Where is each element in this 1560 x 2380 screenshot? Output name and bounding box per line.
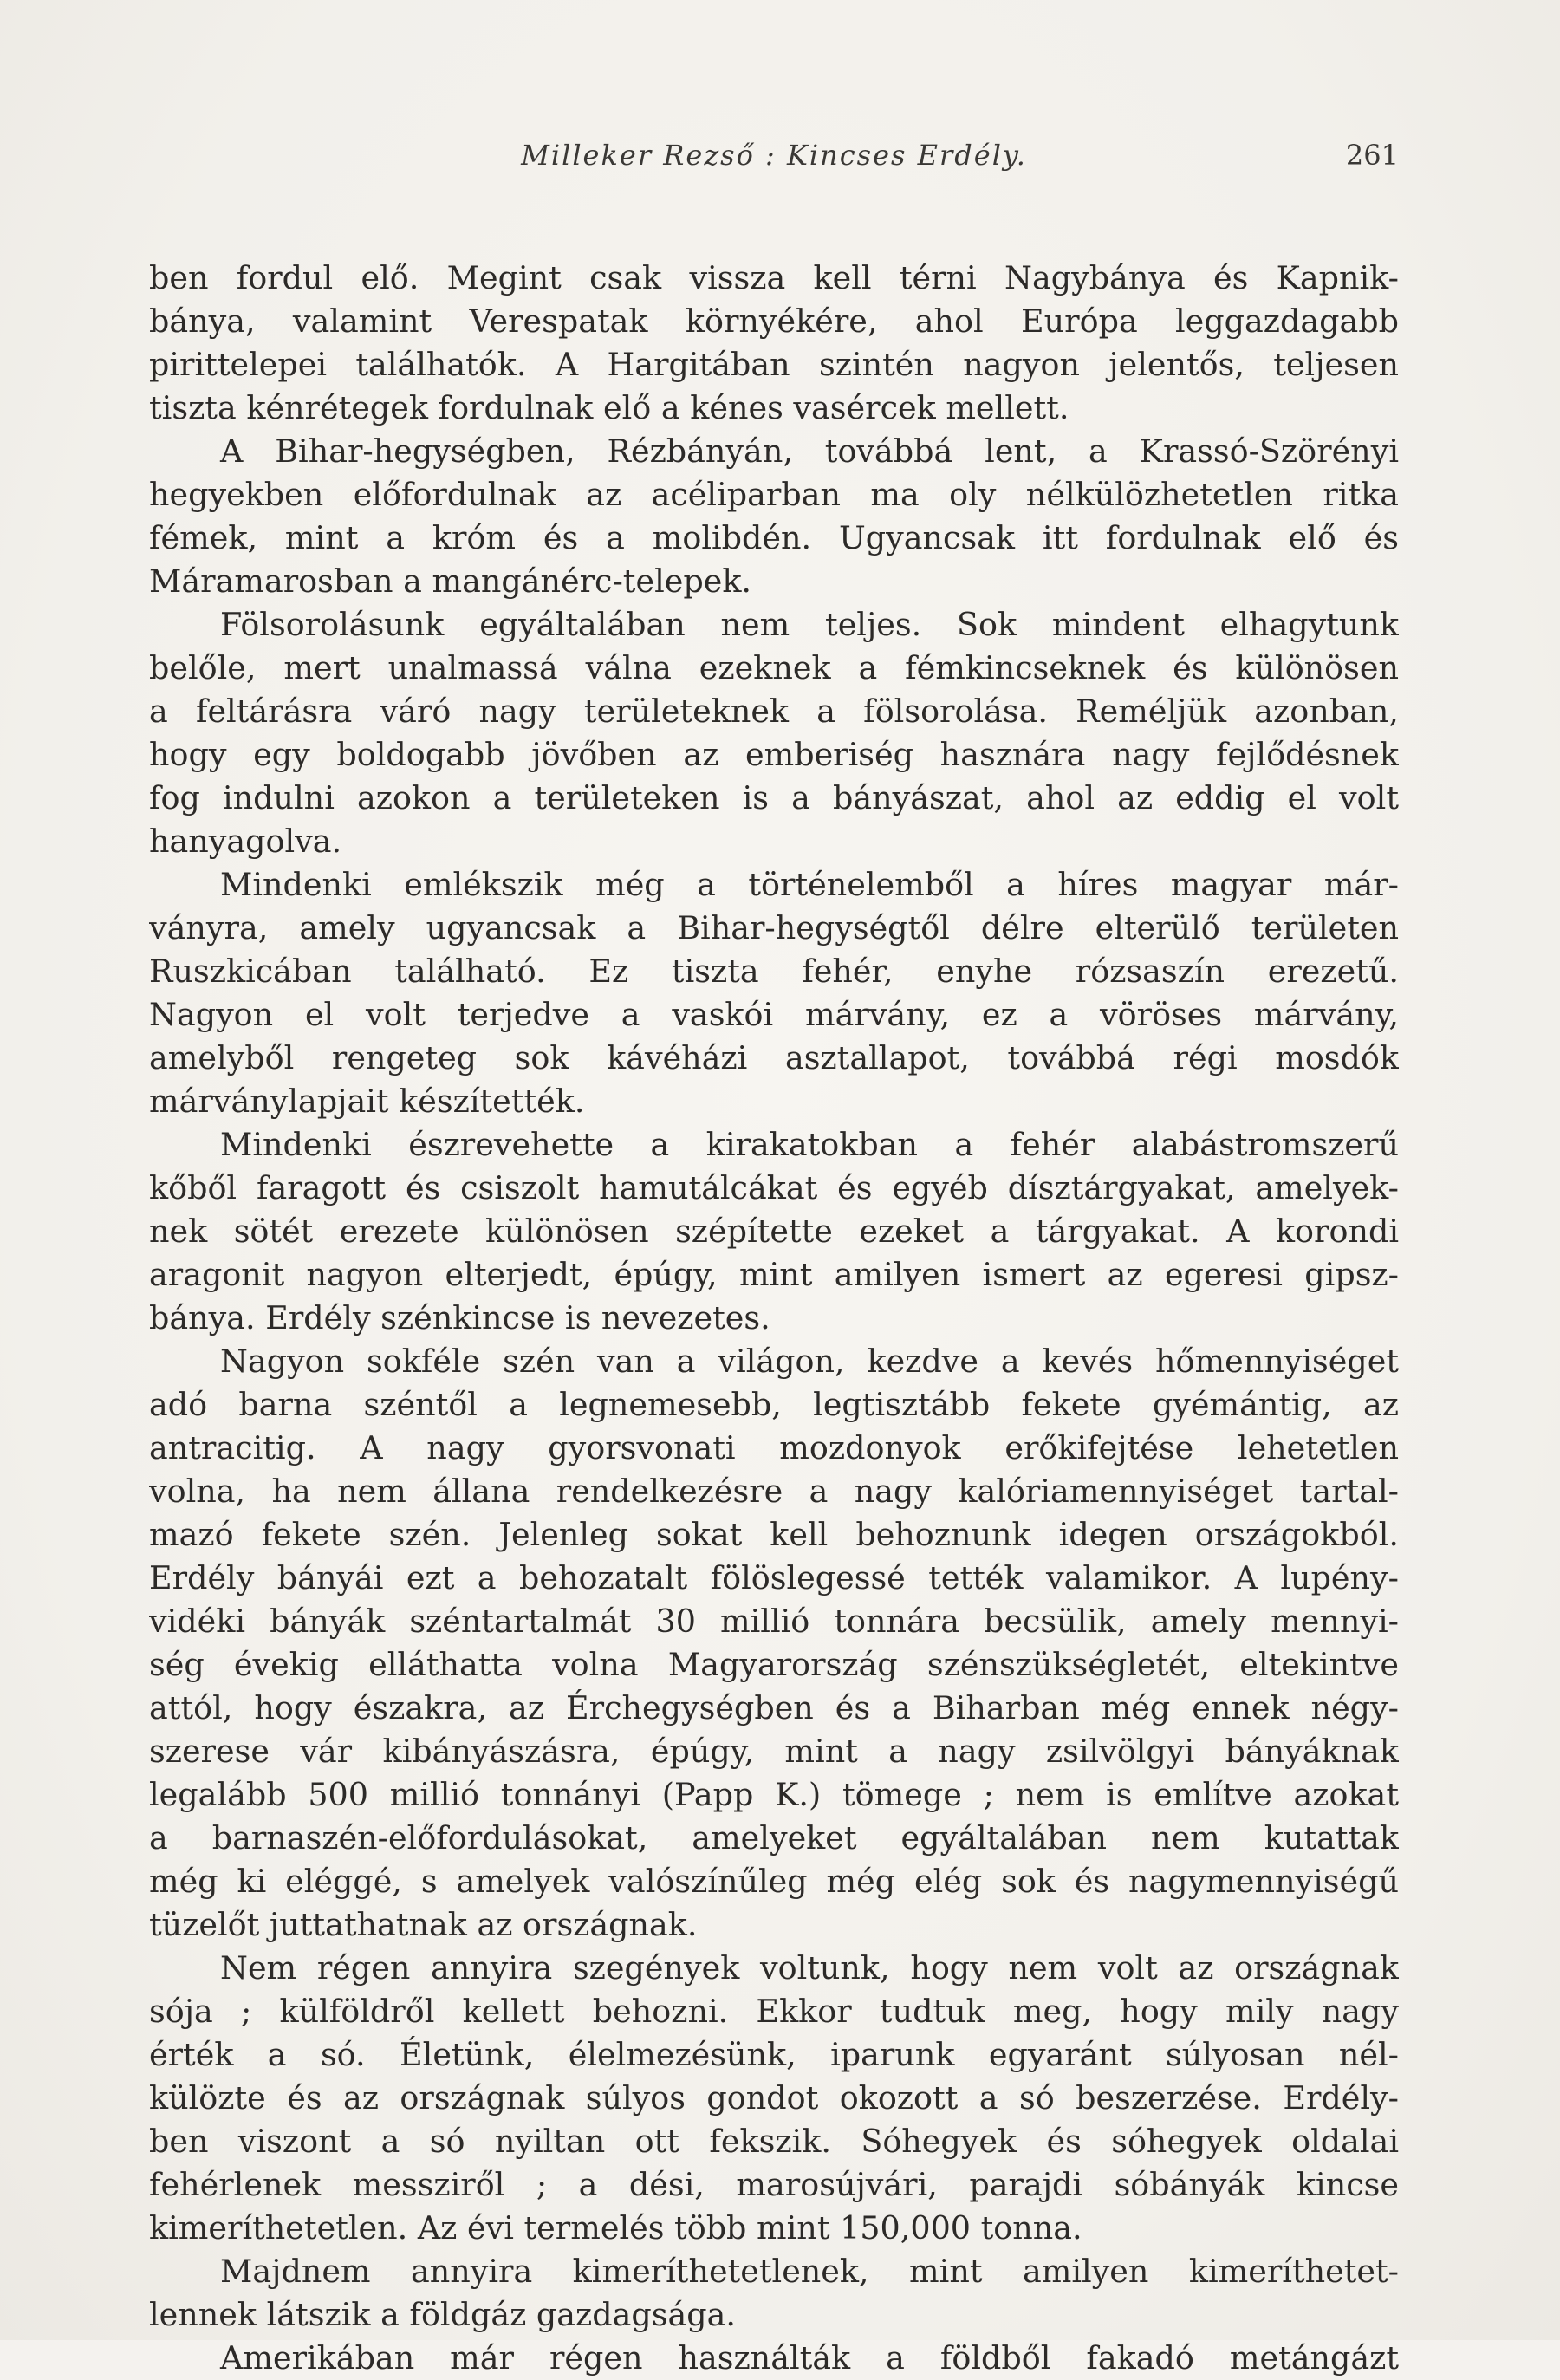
paragraph (149, 863, 1399, 1123)
text-line: vidéki bányák széntartalmát 30 millió tonnára becsülik, amely mennyi- (149, 1603, 1399, 1640)
page-number: 261 (1345, 139, 1399, 172)
text-line: Majdnem annyira kimeríthetetlenek, mint amilyen kimeríthetet- (220, 2253, 1399, 2290)
text-line: volna, ha nem állana rendelkezésre a nagy kalóriamennyiséget tartal- (149, 1473, 1399, 1510)
text-line: Mindenki észrevehette a kirakatokban a fehér alabástromszerű (220, 1126, 1399, 1163)
text-line: A Bihar-hegységben, Rézbányán, továbbá lent, a Krassó-Szörényi (220, 432, 1399, 470)
text-line: mazó fekete szén. Jelenleg sokat kell behoznunk idegen országokból. (149, 1516, 1399, 1553)
paragraph (149, 430, 1399, 603)
paragraph (149, 603, 1399, 863)
paragraph (149, 1947, 1399, 2250)
text-line: belőle, mert unalmassá válna ezeknek a fémkincseknek és különösen (149, 649, 1399, 686)
running-title: Milleker Rezső : Kincses Erdély. (521, 139, 1027, 172)
text-line: attól, hogy északra, az Érchegységben és a Biharban még ennek négy- (149, 1689, 1399, 1726)
text-line: nek sötét erezete különösen szépítette ezeket a tárgyakat. A korondi (149, 1213, 1399, 1250)
running-header (149, 139, 1399, 182)
text-line: szerese vár kibányászásra, épúgy, mint a nagy zsilvölgyi bányáknak (149, 1733, 1399, 1770)
paragraph (149, 257, 1399, 430)
paragraph (149, 1123, 1399, 1340)
body-text (149, 257, 1399, 2380)
text-line: fémek, mint a króm és a molibdén. Ugyancsak itt fordulnak elő és (149, 519, 1399, 556)
text-line: antracitig. A nagy gyorsvonati mozdonyok erőkifejtése lehetetlen (149, 1429, 1399, 1466)
text-line: érték a só. Életünk, élelmezésünk, iparunk egyaránt súlyosan nél- (149, 2036, 1399, 2073)
text-line: lennek látszik a földgáz gazdagsága. (149, 2296, 736, 2333)
text-line: tüzelőt juttathatnak az országnak. (149, 1906, 698, 1943)
text-line: legalább 500 millió tonnányi (Papp K.) tömege ; nem is említve azokat (149, 1776, 1399, 1813)
paragraph (149, 1340, 1399, 1947)
text-line: márványlapjait készítették. (149, 1083, 585, 1120)
text-line: ványra, amely ugyancsak a Bihar-hegységtől délre elterülő területen (149, 909, 1399, 946)
text-line: a feltárásra váró nagy területeknek a fölsorolása. Reméljük azonban, (149, 693, 1399, 730)
text-line: hegyekben előfordulnak az acéliparban ma oly nélkülözhetetlen ritka (149, 476, 1399, 513)
text-line: ben viszont a só nyiltan ott fekszik. Sóhegyek és sóhegyek oldalai (149, 2123, 1399, 2160)
text-line: kimeríthetetlen. Az évi termelés több mint 150,000 tonna. (149, 2209, 1082, 2247)
text-line: pirittelepei találhatók. A Hargitában szintén nagyon jelentős, teljesen (149, 346, 1399, 383)
text-line: bánya, valamint Verespatak környékére, ahol Európa leggazdagabb (149, 302, 1399, 340)
text-line: sója ; külföldről kellett behozni. Ekkor tudtuk meg, hogy mily nagy (149, 1993, 1399, 2030)
text-line: Mindenki emlékszik még a történelemből a híres magyar már- (220, 866, 1399, 903)
text-line: bánya. Erdély szénkincse is nevezetes. (149, 1299, 770, 1336)
text-line: Máramarosban a mangánérc-telepek. (149, 562, 752, 600)
text-line: Erdély bányái ezt a behozatalt fölöslegessé tették valamikor. A lupény- (149, 1559, 1399, 1596)
text-line: Nagyon el volt terjedve a vaskói márvány, ez a vöröses márvány, (149, 996, 1399, 1033)
text-line: ben fordul elő. Megint csak vissza kell térni Nagybánya és Kapnik- (149, 259, 1399, 296)
text-line: tiszta kénrétegek fordulnak elő a kénes vasércek mellett. (149, 389, 1069, 426)
text-line: fehérlenek messziről ; a dési, marosújvári, parajdi sóbányák kincse (149, 2166, 1399, 2203)
text-line: hanyagolva. (149, 823, 342, 860)
paragraph (149, 2337, 1399, 2380)
text-line: Ruszkicában található. Ez tiszta fehér, enyhe rózsaszín erezetű. (149, 953, 1399, 990)
text-line: aragonit nagyon elterjedt, épúgy, mint amilyen ismert az egeresi gipsz- (149, 1256, 1399, 1293)
text-line: Nagyon sokféle szén van a világon, kezdve a kevés hőmennyiséget (220, 1343, 1399, 1380)
text-line: a barnaszén-előfordulásokat, amelyeket egyáltalában nem kutattak (149, 1819, 1399, 1857)
text-line: ség évekig elláthatta volna Magyarország szénszükségletét, eltekintve (149, 1646, 1399, 1683)
text-line: még ki eléggé, s amelyek valószínűleg még elég sok és nagymennyiségű (149, 1863, 1399, 1900)
text-line: kőből faragott és csiszolt hamutálcákat és egyéb dísztárgyakat, amelyek- (149, 1169, 1399, 1206)
paragraph (149, 2250, 1399, 2337)
text-line: külözte és az országnak súlyos gondot okozott a só beszerzése. Erdély- (149, 2079, 1399, 2117)
text-line: Fölsorolásunk egyáltalában nem teljes. Sok mindent elhagytunk (220, 606, 1399, 643)
text-line: Amerikában már régen használták a földből fakadó metángázt (220, 2339, 1399, 2377)
text-line: hogy egy boldogabb jövőben az emberiség hasznára nagy fejlődésnek (149, 736, 1399, 773)
text-line: adó barna széntől a legnemesebb, legtisztább fekete gyémántig, az (149, 1386, 1399, 1423)
text-line: Nem régen annyira szegények voltunk, hogy nem volt az országnak (220, 1949, 1399, 1987)
text-line: fog indulni azokon a területeken is a bányászat, ahol az eddig el volt (149, 779, 1399, 816)
text-line: amelyből rengeteg sok kávéházi asztallapot, továbbá régi mosdók (149, 1039, 1399, 1076)
